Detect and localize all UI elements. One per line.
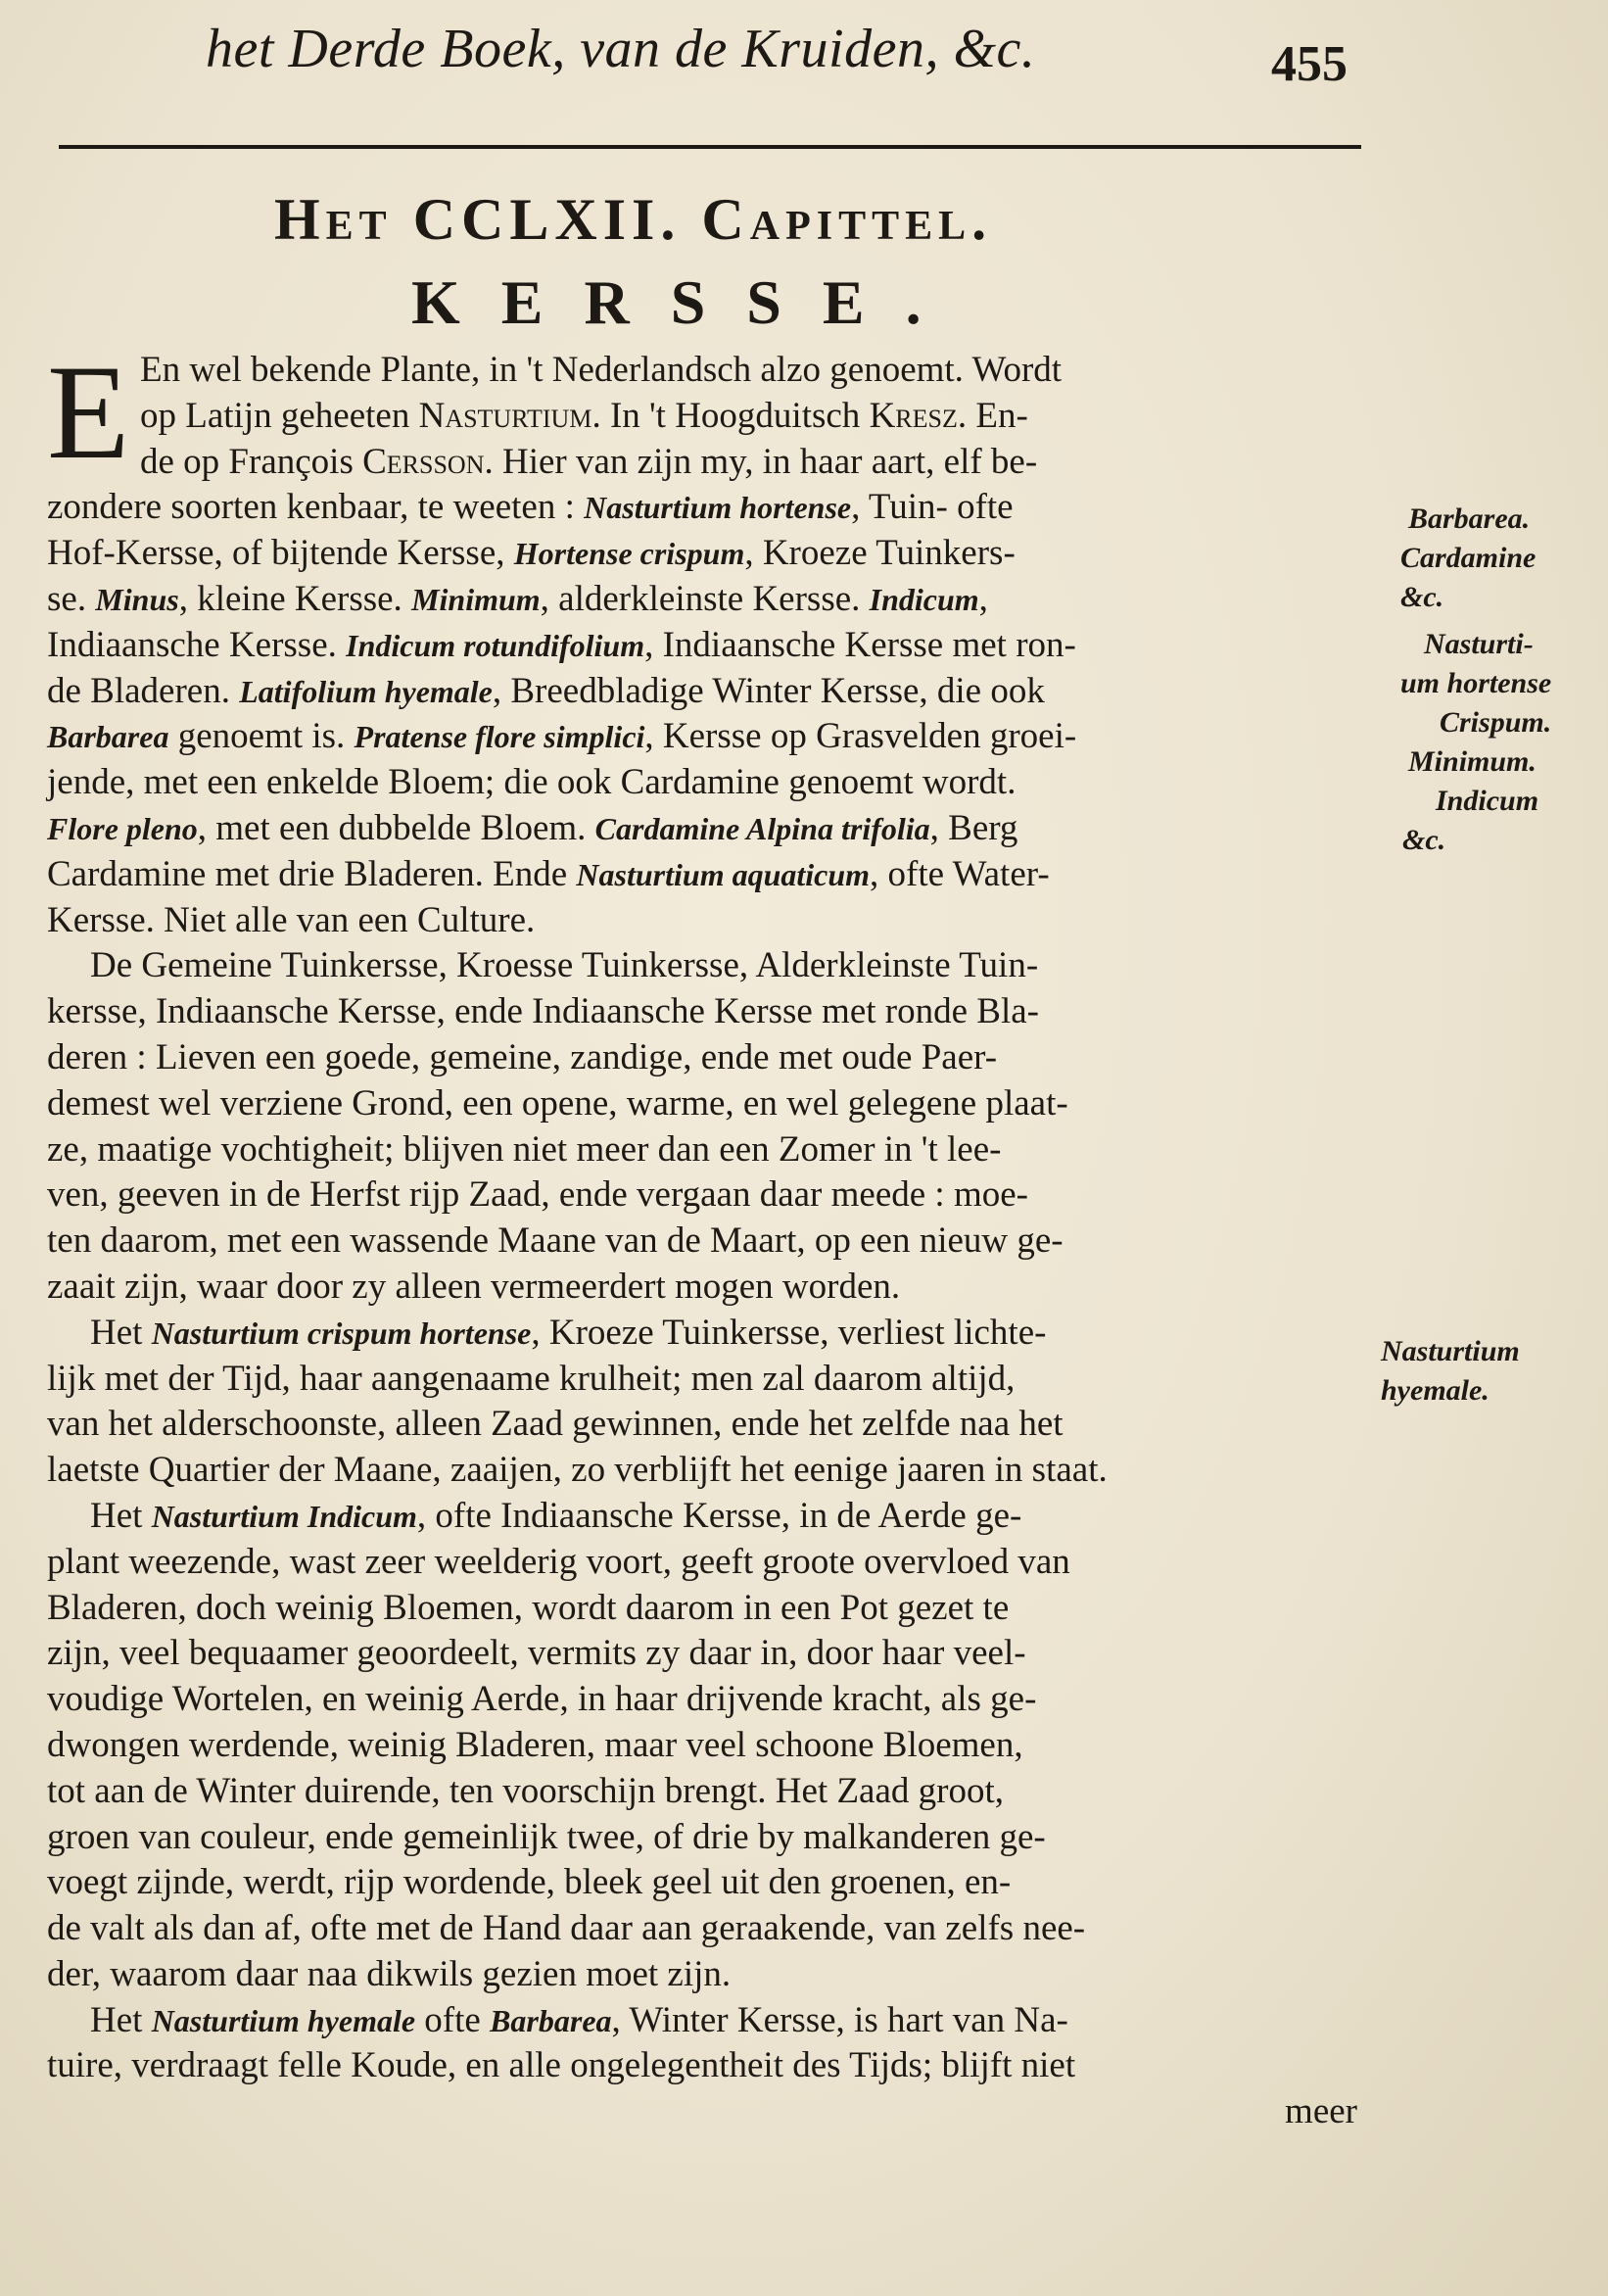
text-line xyxy=(47,2043,1369,2089)
text-line xyxy=(47,943,1369,989)
latin-name: Flore pleno xyxy=(47,810,198,846)
line-text: zijn, veel bequaamer geoordeelt, vermits zy daar in, door haar veel- xyxy=(47,1633,1026,1674)
latin-name: Barbarea xyxy=(490,2002,612,2038)
line-text: , Tuin- ofte xyxy=(851,487,1014,528)
line-text: dwongen werdende, weinig Bladeren, maar veel schoone Bloemen, xyxy=(47,1724,1023,1765)
text-line xyxy=(47,1815,1369,1861)
line-text: Bladeren, doch weinig Bloemen, wordt daarom in een Pot gezet te xyxy=(47,1587,1010,1628)
line-text: de op François xyxy=(140,441,363,482)
chapter-title: KERSSE. xyxy=(411,267,963,337)
line-text: , ofte Water- xyxy=(870,853,1050,894)
line-text: , Winter Kersse, is hart van Na- xyxy=(611,1999,1068,2040)
line-text: Cardamine met drie Bladeren. Ende xyxy=(47,853,577,894)
text-line xyxy=(47,1311,1369,1357)
text-line xyxy=(47,714,1369,760)
line-text: kersse, Indiaansche Kersse, ende Indiaansche Kersse met ronde Bla- xyxy=(47,991,1039,1032)
line-text: ofte xyxy=(415,1999,491,2040)
line-text: van het alderschoonste, alleen Zaad gewinnen, ende het zelfde naa het xyxy=(47,1404,1064,1445)
text-line xyxy=(47,1631,1369,1677)
line-text: , Berg xyxy=(929,807,1018,848)
line-text: plant weezende, wast zeer weelderig voort, geeft groote overvloed van xyxy=(47,1541,1070,1582)
line-text: voudige Wortelen, en weinig Aerde, in haar drijvende kracht, als ge- xyxy=(47,1679,1037,1720)
text-line xyxy=(47,1265,1369,1311)
line-text: deren : Lieven een goede, gemeine, zandige, ende met oude Paer- xyxy=(47,1036,998,1077)
latin-name: Nasturtium crispum hortense xyxy=(151,1315,532,1351)
line-text: groen van couleur, ende gemeinlijk twee, of drie by malkanderen ge- xyxy=(47,1816,1046,1857)
latin-name: Nasturtium aquaticum xyxy=(576,856,871,892)
text-line xyxy=(47,1494,1369,1540)
text-line xyxy=(47,1448,1369,1494)
margin-note: Indicum xyxy=(1436,785,1539,817)
text-line xyxy=(47,1677,1369,1723)
latin-name: Barbarea xyxy=(47,719,169,755)
text-line xyxy=(47,485,1369,531)
text-line xyxy=(47,1906,1369,1952)
text-line xyxy=(47,531,1369,577)
margin-notes xyxy=(1400,500,1596,860)
text-line xyxy=(47,1081,1369,1127)
line-text: Indiaansche Kersse. xyxy=(47,624,347,665)
margin-note: &c. xyxy=(1400,581,1444,613)
running-head: het Derde Boek, van de Kruiden, &c. xyxy=(206,19,1036,79)
margin-note: um hortense xyxy=(1400,667,1552,699)
text-line xyxy=(47,1357,1369,1403)
plant-name-smallcaps: Cersson xyxy=(362,441,485,482)
latin-name: Nasturtium hortense xyxy=(584,490,852,526)
text-line xyxy=(47,852,1369,898)
margin-note: Nasturtium xyxy=(1381,1335,1520,1367)
line-text: se. xyxy=(47,578,96,619)
line-text: , ofte Indiaansche Kersse, in de Aerde ge- xyxy=(416,1495,1022,1536)
header-rule xyxy=(59,145,1361,149)
text-line xyxy=(47,1860,1369,1906)
text-line xyxy=(47,760,1369,806)
latin-name: Indicum rotundifolium xyxy=(346,627,645,663)
line-text: zaait zijn, waar door zy alleen vermeerdert mogen worden. xyxy=(47,1266,901,1307)
plant-name-smallcaps: Nasturtium xyxy=(418,395,592,436)
line-text: , Kersse op Grasvelden groei- xyxy=(644,716,1077,757)
text-line xyxy=(47,440,1369,486)
line-text: demest wel verziene Grond, een opene, warme, en wel gelegene plaat- xyxy=(47,1082,1068,1124)
body-text xyxy=(47,348,1369,2135)
line-text: Hof-Kersse, of bijtende Kersse, xyxy=(47,533,514,574)
text-line xyxy=(47,1402,1369,1448)
latin-name: Hortense crispum xyxy=(513,536,745,572)
line-text: laetste Quartier der Maane, zaaijen, zo verblijft het eenige jaaren in staat. xyxy=(47,1450,1108,1491)
text-line xyxy=(47,623,1369,669)
drop-cap: E xyxy=(47,337,130,487)
line-text: op Latijn geheeten xyxy=(140,395,419,436)
margin-note: Nasturti- xyxy=(1424,628,1534,660)
line-text: tuire, verdraagt felle Koude, en alle ongelegentheit des Tijds; blijft niet xyxy=(47,2045,1076,2086)
line-text: tot aan de Winter duirende, ten voorschijn brengt. Het Zaad groot, xyxy=(47,1770,1004,1811)
line-text: Kersse. Niet alle van een Culture. xyxy=(47,899,536,940)
chapter-heading: Het CCLXII. Capittel. xyxy=(274,187,993,252)
latin-name: Nasturtium Indicum xyxy=(151,1498,417,1534)
line-text: . En- xyxy=(957,395,1028,436)
line-text: ze, maatige vochtigheit; blijven niet meer dan een Zomer in 't lee- xyxy=(47,1128,1002,1170)
text-line xyxy=(47,394,1369,440)
line-text: jende, met een enkelde Bloem; die ook Cardamine genoemt wordt. xyxy=(47,762,1017,803)
line-text: , alderkleinste Kersse. xyxy=(540,578,870,619)
text-line xyxy=(47,898,1369,944)
text-line xyxy=(47,1540,1369,1586)
page-number: 455 xyxy=(1271,36,1348,92)
plant-name-smallcaps: Kresz xyxy=(869,395,958,436)
margin-note: &c. xyxy=(1402,824,1446,856)
text-line xyxy=(47,1769,1369,1815)
line-text: , Breedbladige Winter Kersse, die ook xyxy=(492,670,1045,711)
text-line xyxy=(47,348,1369,394)
text-line xyxy=(47,1219,1369,1265)
line-text: ten daarom, met een wassende Maane van de Maart, op een nieuw ge- xyxy=(47,1220,1064,1262)
text-line xyxy=(47,1723,1369,1769)
latin-name: Minus xyxy=(95,581,179,617)
text-line xyxy=(47,1586,1369,1632)
line-text: , xyxy=(978,578,988,619)
line-text: zondere soorten kenbaar, te weeten : xyxy=(47,487,585,528)
line-text: En wel bekende Plante, in 't Nederlandsch alzo genoemt. Wordt xyxy=(140,350,1063,390)
text-line xyxy=(47,1172,1369,1219)
line-text: Het xyxy=(90,1312,152,1353)
line-text: der, waarom daar naa dikwils gezien moet zijn. xyxy=(47,1953,732,1994)
line-text: Het xyxy=(90,1495,152,1536)
latin-name: Minimum xyxy=(411,581,541,617)
line-text: , kleine Kersse. xyxy=(178,578,412,619)
line-text: voegt zijnde, werdt, rijp wordende, bleek geel uit den groenen, en- xyxy=(47,1862,1012,1903)
latin-name: Pratense flore simplici xyxy=(354,719,645,755)
text-line xyxy=(47,1035,1369,1081)
line-text: de valt als dan af, ofte met de Hand daar aan geraakende, van zelfs nee- xyxy=(47,1908,1086,1949)
latin-name: Indicum xyxy=(869,581,979,617)
line-text: Het xyxy=(90,1999,152,2040)
margin-note: hyemale. xyxy=(1381,1374,1490,1407)
line-text: lijk met der Tijd, haar aangenaame krulheit; men zal daarom altijd, xyxy=(47,1358,1016,1399)
text-line xyxy=(47,1952,1369,1998)
line-text: , Indiaansche Kersse met ron- xyxy=(644,624,1076,665)
latin-name: Latifolium hyemale xyxy=(239,673,493,709)
text-line xyxy=(47,1127,1369,1173)
margin-note: Cardamine xyxy=(1400,542,1537,574)
line-text: , Kroeze Tuinkersse, verliest lichte- xyxy=(531,1312,1047,1353)
latin-name: Cardamine Alpina trifolia xyxy=(594,810,930,846)
catchword-line xyxy=(47,2089,1369,2135)
margin-notes-lower xyxy=(1381,1332,1586,1411)
text-line xyxy=(47,669,1369,715)
text-line xyxy=(47,1998,1369,2044)
line-text: De Gemeine Tuinkersse, Kroesse Tuinkersse, Alderkleinste Tuin- xyxy=(90,945,1039,986)
line-text: , Kroeze Tuinkers- xyxy=(744,533,1016,574)
margin-note: Minimum. xyxy=(1408,745,1537,778)
line-text: , met een dubbelde Bloem. xyxy=(197,807,595,848)
text-line xyxy=(47,989,1369,1035)
catchword: meer xyxy=(1285,2091,1357,2132)
line-text: de Bladeren. xyxy=(47,670,240,711)
text-line xyxy=(47,806,1369,852)
line-text: genoemt is. xyxy=(168,716,355,757)
line-text: ven, geeven in de Herfst rijp Zaad, ende vergaan daar meede : moe- xyxy=(47,1174,1028,1216)
line-text: . In 't Hoogduitsch xyxy=(591,395,870,436)
text-line xyxy=(47,577,1369,623)
line-text: . Hier van zijn my, in haar aart, elf be- xyxy=(484,441,1038,482)
latin-name: Nasturtium hyemale xyxy=(151,2002,416,2038)
margin-note: Crispum. xyxy=(1440,706,1552,739)
margin-note: Barbarea. xyxy=(1408,502,1531,535)
